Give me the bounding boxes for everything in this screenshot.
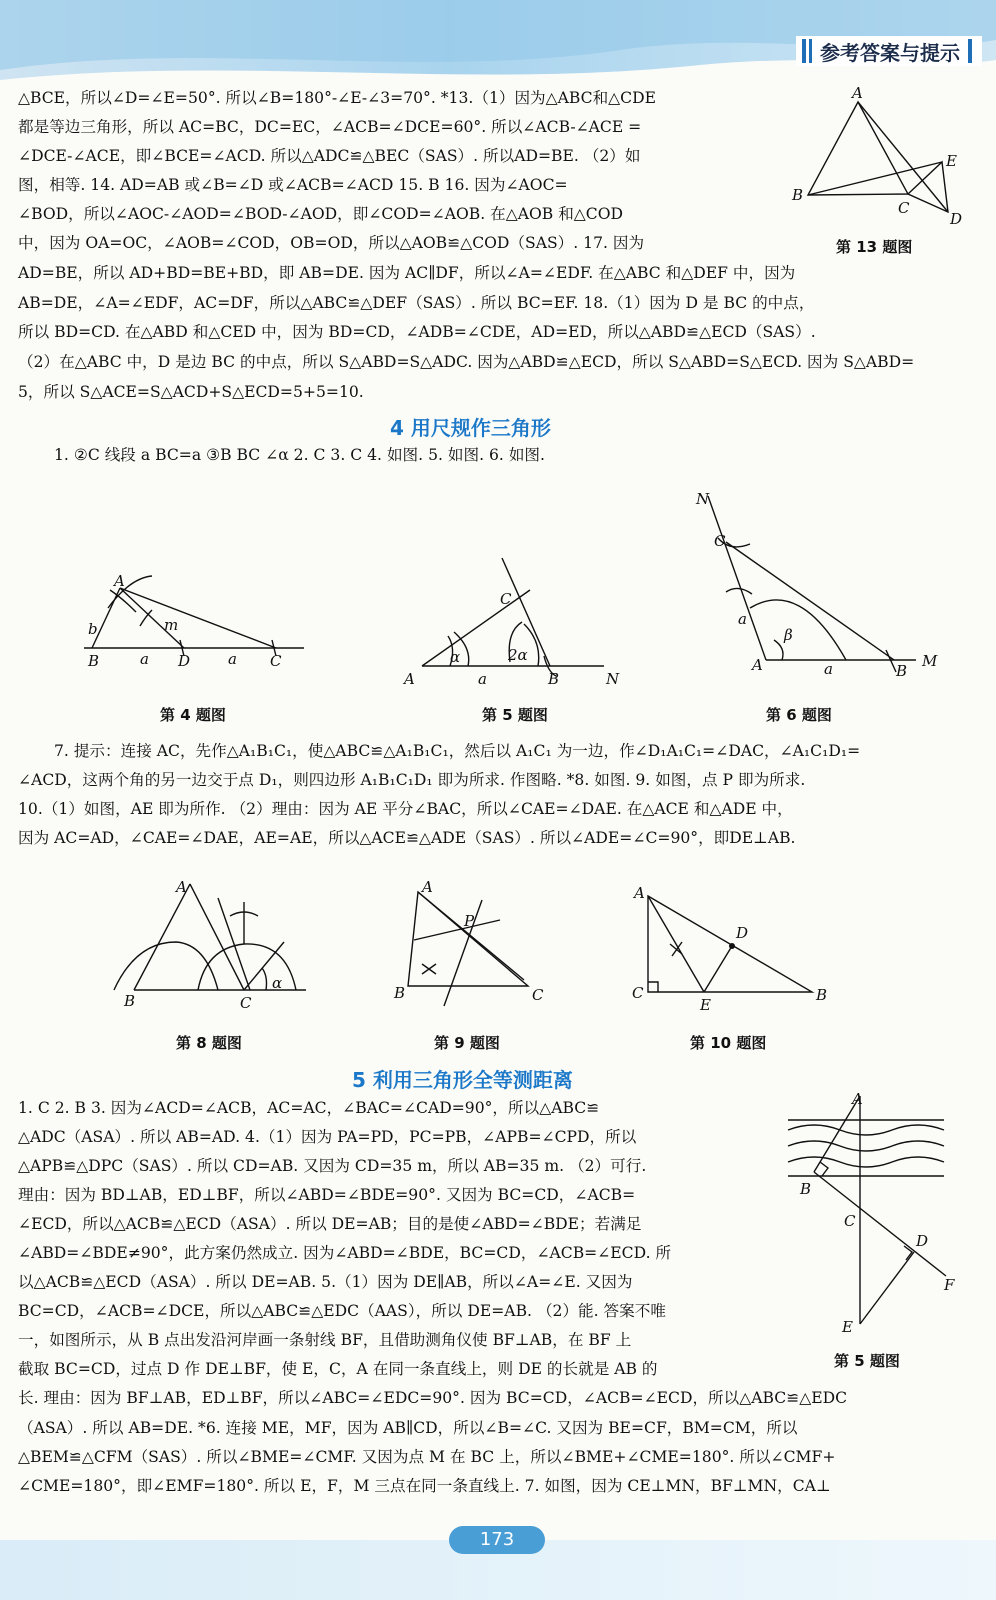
label-B: B [792,186,804,204]
text-line: AB=DE，∠A=∠EDF，AC=DF，所以△ABC≌△DEF（SAS）. 所以 BC=EF. 18.（1）因为 D 是 BC 的中点， [18,294,815,312]
label-beta: β [784,626,793,644]
section-4-title: 4 用尺规作三角形 [390,416,551,440]
label-F: F [944,1276,955,1294]
label-A: A [752,656,763,674]
label-a: a [738,610,747,628]
label-N: N [696,490,710,508]
figure-8 [106,872,316,1020]
text-line: BC=CD，∠ACB=∠DCE，所以△ABC≌△EDC（AAS），所以 DE=AB. （2）能. 答案不唯 [18,1302,666,1320]
label-a: a [478,670,487,688]
figure-9-caption: 第 9 题图 [434,1034,500,1052]
point-D-marker [729,943,735,949]
figure-10 [628,886,838,1016]
label-m: m [164,616,179,634]
label-alpha: α [272,974,283,992]
label-C: C [844,1212,856,1230]
text-line: 1. C 2. B 3. 因为∠ACD=∠ACB，AC=AC，∠BAC=∠CAD=90°，所以△ABC≌ [18,1099,600,1117]
text-line: 长. 理由：因为 BF⊥AB，ED⊥BF，所以∠ABC=∠EDC=90°. 因为 BC=CD，∠ACB=∠ECD，所以△ABC≌△EDC [18,1389,848,1407]
text-line: 截取 BC=CD，过点 D 作 DE⊥BF，使 E，C，A 在同一条直线上，则 DE 的长就是 AB 的 [18,1360,658,1378]
label-C: C [714,532,726,550]
label-M: M [922,652,938,670]
text-line: ∠ECD，所以△ACB≌△ECD（ASA）. 所以 DE=AB；目的是使∠ABD=∠BDE；若满足 [18,1215,642,1233]
text-line: 图，相等. 14. AD=AB 或∠B=∠D 或∠ACB=∠ACD 15. B 16. 因为∠AOC= [18,176,568,194]
figure-5-distance-caption: 第 5 题图 [834,1352,900,1370]
label-C: C [898,199,910,217]
label-E: E [946,152,957,170]
figure-9 [392,880,552,1012]
header-bars-icon [802,39,812,63]
figure-6 [690,488,950,688]
label-B: B [548,670,560,688]
text-line: ∠DCE-∠ACE，即∠BCE=∠ACD. 所以△ADC≌△BEC（SAS）. 所以AD=BE. （2）如 [18,147,641,165]
header-title: 参考答案与提示 [820,40,960,65]
figure-13-caption: 第 13 题图 [836,238,913,256]
text-line: 理由：因为 BD⊥AB，ED⊥BF，所以∠ABD=∠BDE=90°. 又因为 BC=CD，∠ACB= [18,1186,636,1204]
figure-13 [780,82,980,232]
text-line: 7. 提示：连接 AC，先作△A₁B₁C₁，使△ABC≌△A₁B₁C₁，然后以 A₁C₁ 为一边，作∠D₁A₁C₁=∠DAC，∠A₁C₁D₁= [54,742,861,760]
label-a: a [824,660,833,678]
text-line: ∠CME=180°，即∠EMF=180°. 所以 E，F，M 三点在同一条直线上. 7. 如图，因为 CE⊥MN，BF⊥MN，CA⊥ [18,1477,831,1495]
label-A: A [422,880,433,896]
label-B: B [816,986,828,1004]
label-B: B [394,984,406,1002]
text-line: △BCE，所以∠D=∠E=50°. 所以∠B=180°-∠E-∠3=70°. *13.（1）因为△ABC和△CDE [18,89,656,107]
label-A: A [634,886,645,902]
label-C: C [270,652,282,670]
section-header-tag [796,36,982,66]
text-line: △ADC（ASA）. 所以 AB=AD. 4.（1）因为 PA=PD，PC=PB，∠APB=∠CPD，所以 [18,1128,637,1146]
section-5-title: 5 利用三角形全等测距离 [352,1068,573,1092]
label-N: N [606,670,620,688]
text-line: 所以 BD=CD. 在△ABD 和△CED 中，因为 BD=CD，∠ADB=∠CDE，AD=ED，所以△ABD≌△ECD（SAS）. [18,323,816,341]
page-number-badge: 173 [449,1526,545,1554]
label-C: C [500,590,512,608]
text-line: 10.（1）如图，AE 即为所作. （2）理由：因为 AE 平分∠BAC，所以∠CAE=∠DAE. 在△ACE 和△ADE 中， [18,800,793,818]
label-A: A [176,878,187,896]
text-line: 都是等边三角形，所以 AC=BC，DC=EC，∠ACB=∠DCE=60°. 所以∠ACB-∠ACE = [18,118,642,136]
label-E: E [700,996,711,1014]
figure-10-caption: 第 10 题图 [690,1034,767,1052]
label-D: D [916,1232,929,1250]
label-B: B [88,652,100,670]
text-line: ∠ACD，这两个角的另一边交于点 D₁，则四边形 A₁B₁C₁D₁ 即为所求. 作图略. *8. 如图. 9. 如图，点 P 即为所求. [18,771,806,789]
text-line: （2）在△ABC 中，D 是边 BC 的中点，所以 S△ABD=S△ADC. 因为△ABD≌△ECD，所以 S△ABD=S△ECD. 因为 S△ABD= [18,353,915,371]
figure-5-distance [784,1086,968,1346]
text-line: △APB≌△DPC（SAS）. 所以 CD=AB. 又因为 CD=35 m，所以 AB=35 m. （2）可行. [18,1157,647,1175]
figure-5 [398,552,630,692]
label-P: P [464,912,475,930]
label-A: A [114,572,125,590]
text-line: 以△ACB≌△ECD（ASA）. 所以 DE=AB. 5.（1）因为 DE∥AB，所以∠A=∠E. 又因为 [18,1273,633,1291]
label-C: C [532,986,544,1004]
text-line: 一，如图所示，从 B 点出发沿河岸画一条射线 BF，且借助测角仪使 BF⊥AB，在 BF 上 [18,1331,632,1349]
figure-8-caption: 第 8 题图 [176,1034,242,1052]
label-C: C [240,994,252,1012]
text-line: （ASA）. 所以 AB=DE. *6. 连接 ME，MF，因为 AB∥CD，所以∠B=∠C. 又因为 BE=CF，BM=CM，所以 [18,1419,798,1437]
label-D: D [178,652,191,670]
label-A: A [852,84,863,102]
label-alpha: α [450,648,461,666]
label-E: E [842,1318,853,1336]
text-line: △BEM≌△CFM（SAS）. 所以∠BME=∠CMF. 又因为点 M 在 BC 上，所以∠BME+∠CME=180°. 所以∠CMF+ [18,1448,836,1466]
label-C: C [632,984,644,1002]
text-line: 5，所以 S△ACE=S△ACD+S△ECD=5+5=10. [18,383,364,401]
text-line: 因为 AC=AD，∠CAE=∠DAE，AE=AE，所以△ACE≌△ADE（SAS）. 所以∠ADE=∠C=90°，即DE⊥AB. [18,829,796,847]
text-line: 中，因为 OA=OC，∠AOB=∠COD，OB=OD，所以△AOB≌△COD（SAS）. 17. 因为 [18,234,645,252]
label-2alpha: 2α [508,646,528,664]
label-D: D [736,924,749,942]
header-bar-end-icon [968,39,972,63]
figure-4-caption: 第 4 题图 [160,706,226,724]
figure-6-caption: 第 6 题图 [766,706,832,724]
text-line: ∠BOD，所以∠AOC-∠AOD=∠BOD-∠AOD，即∠COD=∠AOB. 在△AOB 和△COD [18,205,624,223]
figure-4 [80,568,320,678]
text-line: ∠ABD=∠BDE≠90°，此方案仍然成立. 因为∠ABD=∠BDE，BC=CD，∠ACB=∠ECD. 所 [18,1244,672,1262]
label-b: b [88,620,98,638]
text-line: 1. ②C 线段 a BC=a ③B BC ∠α 2. C 3. C 4. 如图. 5. 如图. 6. 如图. [54,446,545,464]
label-B: B [896,662,908,680]
text-line: AD=BE，所以 AD+BD=BE+BD，即 AB=DE. 因为 AC∥DF，所以∠A=∠EDF. 在△ABC 和△DEF 中，因为 [18,264,796,282]
label-D: D [950,210,963,228]
label-A: A [852,1090,863,1108]
label-B: B [800,1180,812,1198]
label-a: a [228,650,237,668]
label-B: B [124,992,136,1010]
label-a: a [140,650,149,668]
figure-5-caption: 第 5 题图 [482,706,548,724]
label-A: A [404,670,415,688]
